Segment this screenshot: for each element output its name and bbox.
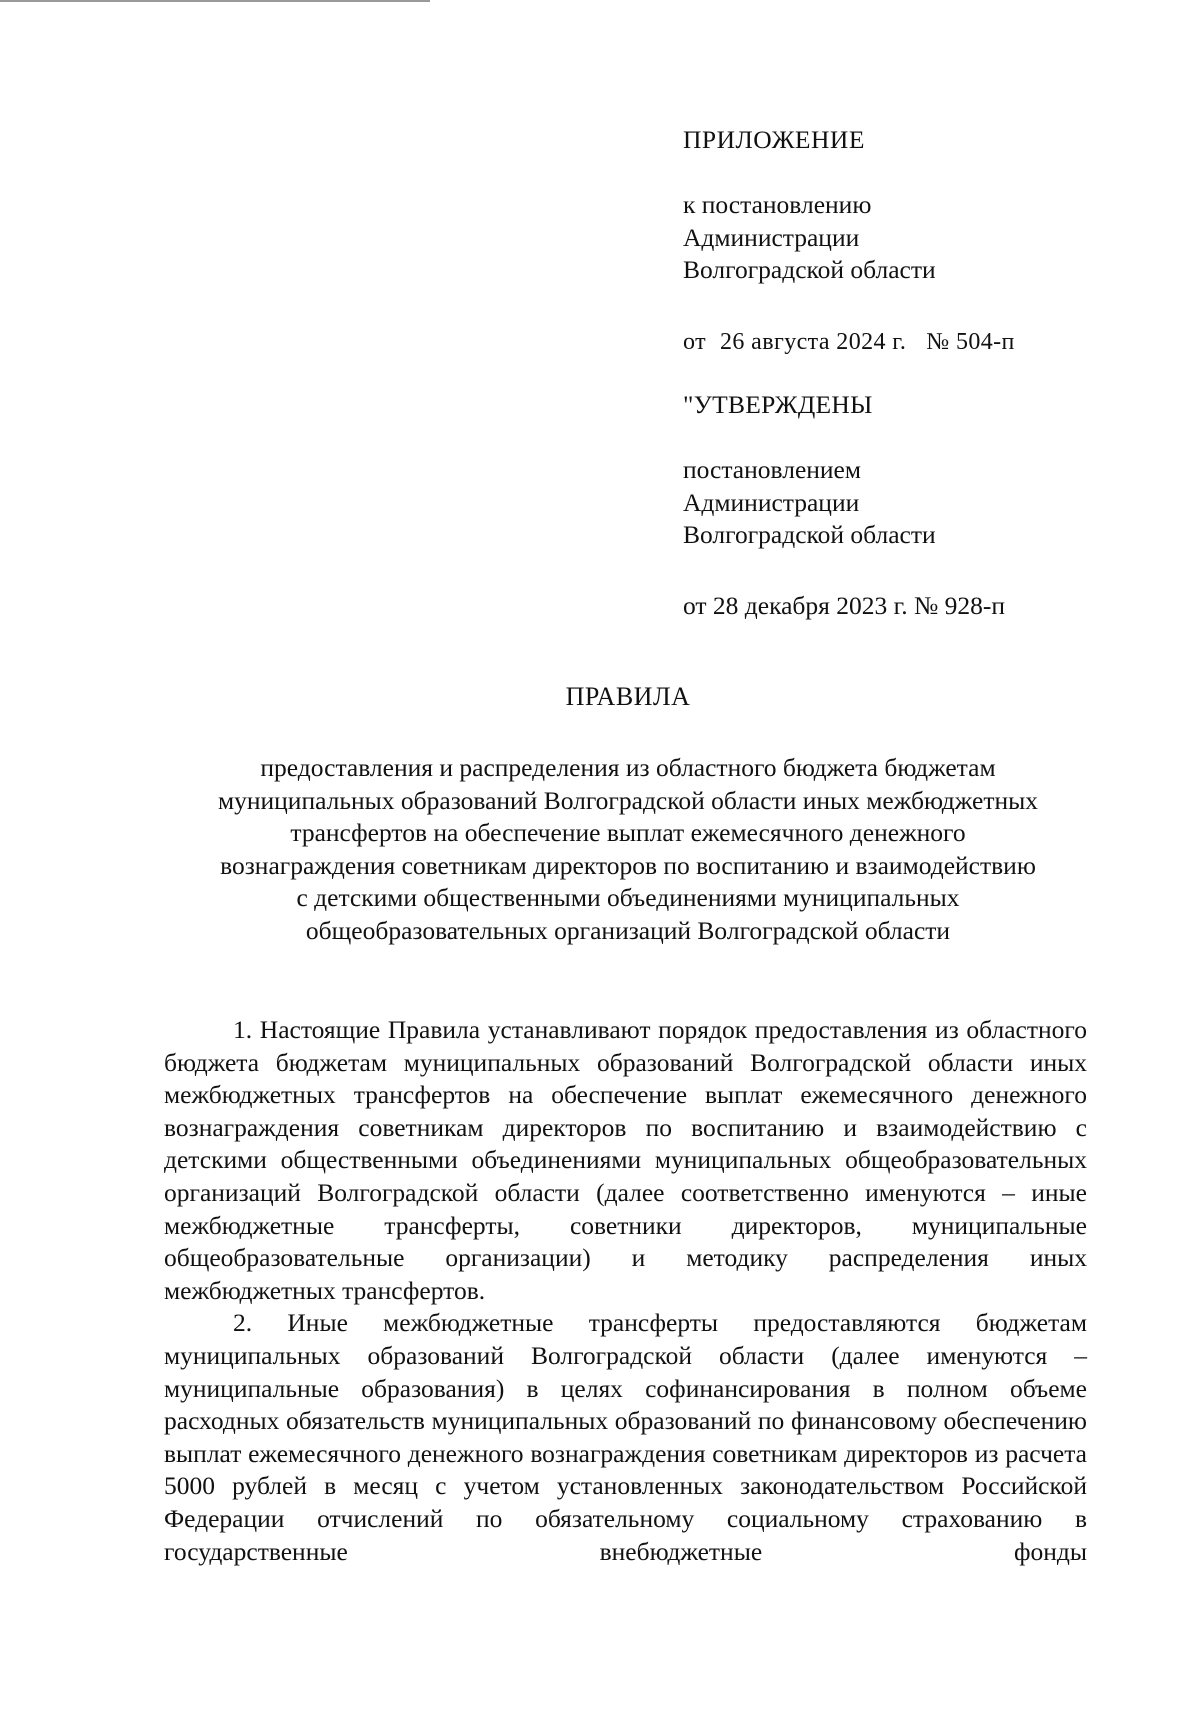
subtitle-line: с детскими общественными объединениями муниципальных bbox=[296, 883, 960, 912]
decree-reference-line: Администрации bbox=[683, 222, 860, 252]
subtitle-line: вознаграждения советникам директоров по воспитанию и взаимодействию bbox=[220, 850, 1036, 880]
appendix-decree-reference bbox=[683, 189, 936, 287]
approved-by-block bbox=[683, 454, 936, 552]
document-title: ПРАВИЛА bbox=[565, 682, 691, 711]
subtitle-line: общеобразовательных организаций Волгоградской области bbox=[305, 915, 951, 945]
decree-number: № 504-п bbox=[926, 329, 1015, 355]
decree-from-label: от bbox=[683, 329, 706, 355]
approved-by-line: Администрации bbox=[683, 487, 860, 517]
subtitle-line: муниципальных образований Волгоградской области иных межбюджетных bbox=[217, 785, 1038, 815]
approved-by-line: постановлением bbox=[683, 455, 862, 484]
paragraph-2: 2. Иные межбюджетные трансферты предоставляются бюджетам муниципальных образований Волгоградской области (далее именуются – муниципальные образования) в целях софинансирования в полном объеме расходных обязательств муниципальных образований по финансовому обеспечению выплат ежемесячного денежного вознаграждения советникам директоров из расчета 5000 рублей в месяц с учетом установленных законодательством Российской Федерации отчислений по обязательному социальному страхованию в государственные внебюджетные фонды bbox=[164, 1308, 1087, 1566]
scan-edge-line bbox=[0, 0, 430, 2]
approved-date-number: от 28 декабря 2023 г. № 928-п bbox=[683, 591, 1006, 620]
document-subtitle bbox=[150, 752, 1106, 947]
subtitle-line: предоставления и распределения из областного бюджета бюджетам bbox=[260, 753, 996, 782]
decree-date: 26 августа 2024 г. bbox=[719, 329, 907, 355]
approved-title: "УТВЕРЖДЕНЫ bbox=[683, 390, 873, 419]
document-body bbox=[164, 1014, 1087, 1568]
decree-reference-line: к постановлению bbox=[683, 190, 872, 219]
appendix-title: ПРИЛОЖЕНИЕ bbox=[683, 125, 865, 154]
decree-reference-line: Волгоградской области bbox=[683, 255, 936, 284]
subtitle-line: трансфертов на обеспечение выплат ежемесячного денежного bbox=[290, 818, 966, 847]
approved-by-line: Волгоградской области bbox=[683, 520, 936, 549]
appendix-decree-date-number bbox=[683, 326, 1015, 359]
paragraph-1: 1. Настоящие Правила устанавливают порядок предоставления из областного бюджета бюджетам муниципальных образований Волгоградской области иных межбюджетных трансфертов на обеспечение выплат ежемесячного денежного вознаграждения советникам директоров по воспитанию и взаимодействию с детскими общественными объединениями муниципальных общеобразовательных организаций Волгоградской области (далее соответственно именуются – иные межбюджетные трансферты, советники директоров, муниципальные общеобразовательные организации) и методику распределения иных межбюджетных трансфертов. bbox=[164, 1015, 1087, 1305]
